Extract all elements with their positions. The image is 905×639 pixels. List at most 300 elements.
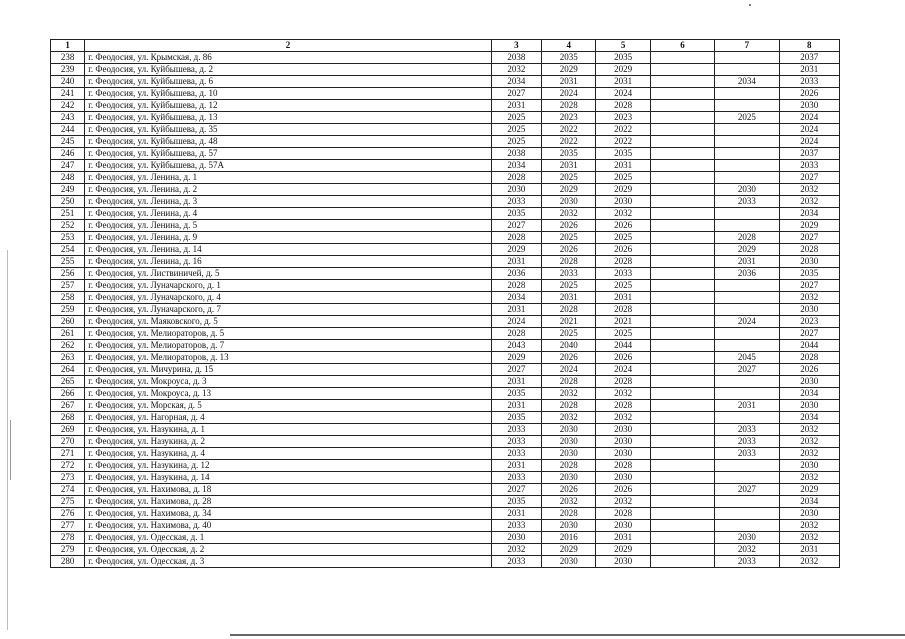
row-number-cell: 260 xyxy=(51,316,85,328)
year-cell: 2026 xyxy=(779,364,839,376)
year-cell: 2035 xyxy=(491,388,541,400)
year-cell: 2026 xyxy=(596,244,650,256)
year-cell: 2029 xyxy=(779,220,839,232)
table-row xyxy=(51,172,840,184)
scan-edge-mark xyxy=(7,250,8,630)
year-cell: 2031 xyxy=(715,400,779,412)
year-cell xyxy=(715,376,779,388)
scan-bottom-edge xyxy=(230,634,905,636)
year-cell: 2030 xyxy=(779,100,839,112)
row-number-cell: 254 xyxy=(51,244,85,256)
year-cell: 2030 xyxy=(779,256,839,268)
year-cell: 2033 xyxy=(715,556,779,568)
year-cell xyxy=(715,208,779,220)
year-cell: 2027 xyxy=(779,232,839,244)
row-number-cell: 248 xyxy=(51,172,85,184)
year-cell: 2038 xyxy=(491,148,541,160)
year-cell: 2031 xyxy=(491,508,541,520)
year-cell: 2033 xyxy=(715,424,779,436)
year-cell: 2024 xyxy=(491,316,541,328)
address-cell: г. Феодосия, ул. Одесская, д. 1 xyxy=(85,532,492,544)
year-cell: 2032 xyxy=(779,424,839,436)
year-cell: 2028 xyxy=(542,460,596,472)
year-cell xyxy=(715,520,779,532)
year-cell: 2025 xyxy=(596,280,650,292)
year-cell: 2021 xyxy=(596,316,650,328)
address-cell: г. Феодосия, ул. Назукина, д. 4 xyxy=(85,448,492,460)
table-row xyxy=(51,112,840,124)
year-cell xyxy=(715,292,779,304)
year-cell: 2025 xyxy=(596,172,650,184)
table-row xyxy=(51,244,840,256)
year-cell: 2032 xyxy=(779,196,839,208)
table-row xyxy=(51,448,840,460)
year-cell: 2024 xyxy=(779,136,839,148)
year-cell xyxy=(650,484,714,496)
address-cell: г. Феодосия, ул. Куйбышева, д. 12 xyxy=(85,100,492,112)
year-cell: 2024 xyxy=(779,112,839,124)
address-cell: г. Феодосия, ул. Ленина, д. 1 xyxy=(85,172,492,184)
column-header: 8 xyxy=(779,40,839,52)
address-cell: г. Феодосия, ул. Ленина, д. 5 xyxy=(85,220,492,232)
year-cell: 2028 xyxy=(542,100,596,112)
year-cell: 2030 xyxy=(542,448,596,460)
year-cell: 2028 xyxy=(779,352,839,364)
year-cell xyxy=(715,328,779,340)
address-cell: г. Феодосия, ул. Куйбышева, д. 10 xyxy=(85,88,492,100)
address-cell: г. Феодосия, ул. Одесская, д. 3 xyxy=(85,556,492,568)
year-cell xyxy=(715,148,779,160)
table-row xyxy=(51,532,840,544)
year-cell: 2030 xyxy=(596,424,650,436)
year-cell xyxy=(715,124,779,136)
year-cell: 2030 xyxy=(779,508,839,520)
address-cell: г. Феодосия, ул. Мелиораторов, д. 7 xyxy=(85,340,492,352)
row-number-cell: 272 xyxy=(51,460,85,472)
table-row xyxy=(51,496,840,508)
column-header: 5 xyxy=(596,40,650,52)
year-cell: 2028 xyxy=(715,232,779,244)
year-cell: 2031 xyxy=(491,376,541,388)
year-cell xyxy=(650,496,714,508)
address-cell: г. Феодосия, ул. Луначарского, д. 1 xyxy=(85,280,492,292)
year-cell: 2033 xyxy=(491,436,541,448)
year-cell: 2026 xyxy=(596,352,650,364)
table-header-row xyxy=(51,40,840,52)
year-cell: 2025 xyxy=(715,112,779,124)
year-cell: 2028 xyxy=(596,400,650,412)
year-cell: 2034 xyxy=(779,388,839,400)
table-row xyxy=(51,352,840,364)
year-cell: 2031 xyxy=(596,292,650,304)
year-cell xyxy=(715,64,779,76)
year-cell: 2033 xyxy=(491,520,541,532)
row-number-cell: 268 xyxy=(51,412,85,424)
year-cell: 2026 xyxy=(542,244,596,256)
year-cell: 2028 xyxy=(542,376,596,388)
row-number-cell: 265 xyxy=(51,376,85,388)
year-cell: 2026 xyxy=(779,88,839,100)
year-cell: 2032 xyxy=(596,388,650,400)
address-cell: г. Феодосия, ул. Куйбышева, д. 48 xyxy=(85,136,492,148)
address-cell: г. Феодосия, ул. Назукина, д. 12 xyxy=(85,460,492,472)
year-cell: 2031 xyxy=(542,76,596,88)
year-cell xyxy=(650,388,714,400)
address-cell: г. Феодосия, ул. Нагорная, д. 4 xyxy=(85,412,492,424)
year-cell: 2030 xyxy=(491,184,541,196)
row-number-cell: 262 xyxy=(51,340,85,352)
year-cell: 2037 xyxy=(779,52,839,64)
year-cell: 2028 xyxy=(779,244,839,256)
year-cell: 2027 xyxy=(491,88,541,100)
address-cell: г. Феодосия, ул. Мокроуса, д. 13 xyxy=(85,388,492,400)
year-cell: 2026 xyxy=(596,220,650,232)
year-cell: 2032 xyxy=(779,436,839,448)
address-cell: г. Феодосия, ул. Ленина, д. 16 xyxy=(85,256,492,268)
year-cell: 2033 xyxy=(715,436,779,448)
address-cell: г. Феодосия, ул. Луначарского, д. 7 xyxy=(85,304,492,316)
year-cell xyxy=(650,52,714,64)
year-cell: 2027 xyxy=(491,484,541,496)
year-cell: 2028 xyxy=(491,232,541,244)
year-cell: 2026 xyxy=(596,484,650,496)
year-cell: 2022 xyxy=(596,136,650,148)
housing-schedule-table xyxy=(50,39,840,568)
table-row xyxy=(51,340,840,352)
year-cell: 2035 xyxy=(542,148,596,160)
year-cell: 2033 xyxy=(542,268,596,280)
year-cell: 2030 xyxy=(596,448,650,460)
year-cell: 2031 xyxy=(491,256,541,268)
year-cell xyxy=(650,460,714,472)
address-cell: г. Феодосия, ул. Ленина, д. 4 xyxy=(85,208,492,220)
year-cell: 2031 xyxy=(715,256,779,268)
row-number-cell: 246 xyxy=(51,148,85,160)
row-number-cell: 273 xyxy=(51,472,85,484)
year-cell: 2035 xyxy=(491,496,541,508)
year-cell: 2035 xyxy=(596,52,650,64)
table-row xyxy=(51,256,840,268)
year-cell: 2030 xyxy=(715,184,779,196)
row-number-cell: 269 xyxy=(51,424,85,436)
table-row xyxy=(51,388,840,400)
scan-edge-mark xyxy=(10,420,11,480)
year-cell: 2044 xyxy=(779,340,839,352)
year-cell: 2025 xyxy=(542,232,596,244)
row-number-cell: 277 xyxy=(51,520,85,532)
year-cell: 2030 xyxy=(779,400,839,412)
year-cell: 2030 xyxy=(542,556,596,568)
year-cell xyxy=(715,472,779,484)
year-cell: 2029 xyxy=(542,544,596,556)
address-cell: г. Феодосия, ул. Листвиничей, д. 5 xyxy=(85,268,492,280)
year-cell: 2031 xyxy=(596,76,650,88)
year-cell xyxy=(650,304,714,316)
year-cell: 2032 xyxy=(715,544,779,556)
row-number-cell: 280 xyxy=(51,556,85,568)
year-cell: 2038 xyxy=(491,52,541,64)
year-cell: 2028 xyxy=(542,400,596,412)
year-cell: 2030 xyxy=(596,556,650,568)
year-cell: 2030 xyxy=(596,196,650,208)
address-cell: г. Феодосия, ул. Нахимова, д. 28 xyxy=(85,496,492,508)
year-cell: 2029 xyxy=(596,184,650,196)
table-row xyxy=(51,148,840,160)
year-cell xyxy=(650,556,714,568)
year-cell: 2033 xyxy=(491,556,541,568)
year-cell: 2044 xyxy=(596,340,650,352)
year-cell: 2040 xyxy=(542,340,596,352)
year-cell: 2028 xyxy=(491,172,541,184)
row-number-cell: 270 xyxy=(51,436,85,448)
year-cell: 2033 xyxy=(715,196,779,208)
row-number-cell: 261 xyxy=(51,328,85,340)
row-number-cell: 255 xyxy=(51,256,85,268)
row-number-cell: 240 xyxy=(51,76,85,88)
year-cell: 2030 xyxy=(596,472,650,484)
year-cell: 2023 xyxy=(542,112,596,124)
year-cell xyxy=(715,496,779,508)
address-cell: г. Феодосия, ул. Ленина, д. 3 xyxy=(85,196,492,208)
year-cell: 2025 xyxy=(491,136,541,148)
year-cell: 2024 xyxy=(779,124,839,136)
year-cell: 2027 xyxy=(715,364,779,376)
year-cell xyxy=(715,172,779,184)
address-cell: г. Феодосия, ул. Мелиораторов, д. 13 xyxy=(85,352,492,364)
year-cell xyxy=(650,76,714,88)
year-cell xyxy=(650,316,714,328)
year-cell xyxy=(715,280,779,292)
year-cell: 2022 xyxy=(542,136,596,148)
table-row xyxy=(51,292,840,304)
year-cell: 2032 xyxy=(779,532,839,544)
year-cell xyxy=(650,424,714,436)
address-cell: г. Феодосия, ул. Мичурина, д. 15 xyxy=(85,364,492,376)
table-body xyxy=(51,52,840,568)
year-cell xyxy=(650,544,714,556)
row-number-cell: 271 xyxy=(51,448,85,460)
table-row xyxy=(51,88,840,100)
row-number-cell: 258 xyxy=(51,292,85,304)
year-cell xyxy=(650,208,714,220)
table-row xyxy=(51,460,840,472)
year-cell: 2032 xyxy=(779,556,839,568)
year-cell: 2033 xyxy=(779,76,839,88)
year-cell: 2031 xyxy=(596,160,650,172)
address-cell: г. Феодосия, ул. Крымская, д. 86 xyxy=(85,52,492,64)
address-cell: г. Феодосия, ул. Луначарского, д. 4 xyxy=(85,292,492,304)
year-cell: 2031 xyxy=(491,460,541,472)
year-cell: 2029 xyxy=(596,64,650,76)
year-cell xyxy=(650,448,714,460)
year-cell: 2033 xyxy=(779,160,839,172)
year-cell: 2027 xyxy=(715,484,779,496)
year-cell xyxy=(650,256,714,268)
address-cell: г. Феодосия, ул. Мелиораторов, д. 5 xyxy=(85,328,492,340)
year-cell: 2027 xyxy=(491,364,541,376)
address-cell: г. Феодосия, ул. Куйбышева, д. 57 xyxy=(85,148,492,160)
year-cell: 2031 xyxy=(542,160,596,172)
year-cell xyxy=(650,112,714,124)
year-cell: 2035 xyxy=(542,52,596,64)
table-row xyxy=(51,436,840,448)
row-number-cell: 243 xyxy=(51,112,85,124)
table-row xyxy=(51,280,840,292)
year-cell xyxy=(650,268,714,280)
address-cell: г. Феодосия, ул. Назукина, д. 1 xyxy=(85,424,492,436)
year-cell: 2025 xyxy=(542,280,596,292)
year-cell: 2035 xyxy=(596,148,650,160)
row-number-cell: 256 xyxy=(51,268,85,280)
row-number-cell: 278 xyxy=(51,532,85,544)
year-cell: 2024 xyxy=(596,88,650,100)
year-cell: 2036 xyxy=(715,268,779,280)
address-cell: г. Феодосия, ул. Ленина, д. 9 xyxy=(85,232,492,244)
year-cell xyxy=(650,136,714,148)
year-cell xyxy=(650,196,714,208)
table-row xyxy=(51,76,840,88)
table-row xyxy=(51,304,840,316)
year-cell: 2028 xyxy=(596,460,650,472)
year-cell: 2028 xyxy=(596,304,650,316)
year-cell xyxy=(715,136,779,148)
table-row xyxy=(51,208,840,220)
table-row xyxy=(51,316,840,328)
year-cell: 2032 xyxy=(542,496,596,508)
address-cell: г. Феодосия, ул. Нахимова, д. 18 xyxy=(85,484,492,496)
table-row xyxy=(51,376,840,388)
year-cell xyxy=(650,340,714,352)
scan-speck xyxy=(749,4,751,6)
year-cell: 2028 xyxy=(596,256,650,268)
year-cell xyxy=(650,220,714,232)
table-row xyxy=(51,508,840,520)
year-cell: 2032 xyxy=(542,412,596,424)
year-cell: 2030 xyxy=(542,520,596,532)
year-cell: 2032 xyxy=(596,208,650,220)
table-row xyxy=(51,556,840,568)
year-cell: 2030 xyxy=(779,376,839,388)
year-cell xyxy=(650,88,714,100)
address-cell: г. Феодосия, ул. Морская, д. 5 xyxy=(85,400,492,412)
year-cell xyxy=(650,232,714,244)
year-cell: 2024 xyxy=(542,364,596,376)
year-cell: 2035 xyxy=(491,412,541,424)
year-cell: 2016 xyxy=(542,532,596,544)
row-number-cell: 279 xyxy=(51,544,85,556)
year-cell: 2034 xyxy=(491,292,541,304)
address-cell: г. Феодосия, ул. Назукина, д. 14 xyxy=(85,472,492,484)
address-cell: г. Феодосия, ул. Куйбышева, д. 35 xyxy=(85,124,492,136)
table-row xyxy=(51,484,840,496)
year-cell xyxy=(650,244,714,256)
year-cell: 2027 xyxy=(779,280,839,292)
year-cell: 2028 xyxy=(542,508,596,520)
year-cell: 2034 xyxy=(779,496,839,508)
row-number-cell: 239 xyxy=(51,64,85,76)
year-cell: 2023 xyxy=(779,316,839,328)
year-cell: 2032 xyxy=(542,388,596,400)
year-cell xyxy=(715,388,779,400)
table-row xyxy=(51,136,840,148)
address-cell: г. Феодосия, ул. Нахимова, д. 34 xyxy=(85,508,492,520)
year-cell xyxy=(650,184,714,196)
year-cell: 2029 xyxy=(779,484,839,496)
year-cell: 2028 xyxy=(491,328,541,340)
address-cell: г. Феодосия, ул. Ленина, д. 14 xyxy=(85,244,492,256)
year-cell xyxy=(650,172,714,184)
year-cell: 2032 xyxy=(779,472,839,484)
year-cell: 2025 xyxy=(542,172,596,184)
year-cell: 2033 xyxy=(491,424,541,436)
year-cell: 2032 xyxy=(779,184,839,196)
year-cell: 2034 xyxy=(779,208,839,220)
year-cell xyxy=(650,508,714,520)
table-row xyxy=(51,520,840,532)
year-cell xyxy=(715,508,779,520)
address-cell: г. Феодосия, ул. Маяковского, д. 5 xyxy=(85,316,492,328)
row-number-cell: 245 xyxy=(51,136,85,148)
year-cell: 2033 xyxy=(596,268,650,280)
year-cell: 2025 xyxy=(491,112,541,124)
year-cell xyxy=(650,520,714,532)
year-cell: 2032 xyxy=(491,64,541,76)
year-cell: 2021 xyxy=(542,316,596,328)
year-cell xyxy=(650,124,714,136)
year-cell xyxy=(715,460,779,472)
year-cell: 2034 xyxy=(491,160,541,172)
address-cell: г. Феодосия, ул. Куйбышева, д. 2 xyxy=(85,64,492,76)
year-cell: 2031 xyxy=(542,292,596,304)
column-header: 1 xyxy=(51,40,85,52)
year-cell: 2024 xyxy=(542,88,596,100)
year-cell: 2036 xyxy=(491,268,541,280)
year-cell: 2030 xyxy=(715,532,779,544)
row-number-cell: 257 xyxy=(51,280,85,292)
table-row xyxy=(51,424,840,436)
year-cell: 2031 xyxy=(491,304,541,316)
table-row xyxy=(51,184,840,196)
row-number-cell: 247 xyxy=(51,160,85,172)
year-cell xyxy=(650,292,714,304)
year-cell xyxy=(715,304,779,316)
year-cell: 2032 xyxy=(542,208,596,220)
row-number-cell: 263 xyxy=(51,352,85,364)
year-cell xyxy=(650,400,714,412)
year-cell xyxy=(650,148,714,160)
year-cell xyxy=(715,100,779,112)
year-cell xyxy=(650,472,714,484)
year-cell: 2028 xyxy=(542,256,596,268)
year-cell xyxy=(715,160,779,172)
year-cell: 2022 xyxy=(596,124,650,136)
address-cell: г. Феодосия, ул. Нахимова, д. 40 xyxy=(85,520,492,532)
table-row xyxy=(51,52,840,64)
year-cell: 2031 xyxy=(491,400,541,412)
year-cell: 2029 xyxy=(542,64,596,76)
row-number-cell: 241 xyxy=(51,88,85,100)
year-cell: 2022 xyxy=(542,124,596,136)
year-cell: 2034 xyxy=(779,412,839,424)
year-cell: 2025 xyxy=(596,328,650,340)
year-cell: 2031 xyxy=(596,532,650,544)
year-cell: 2031 xyxy=(779,64,839,76)
year-cell: 2024 xyxy=(715,316,779,328)
year-cell: 2027 xyxy=(779,328,839,340)
year-cell: 2027 xyxy=(491,220,541,232)
year-cell: 2025 xyxy=(491,124,541,136)
year-cell: 2027 xyxy=(779,172,839,184)
